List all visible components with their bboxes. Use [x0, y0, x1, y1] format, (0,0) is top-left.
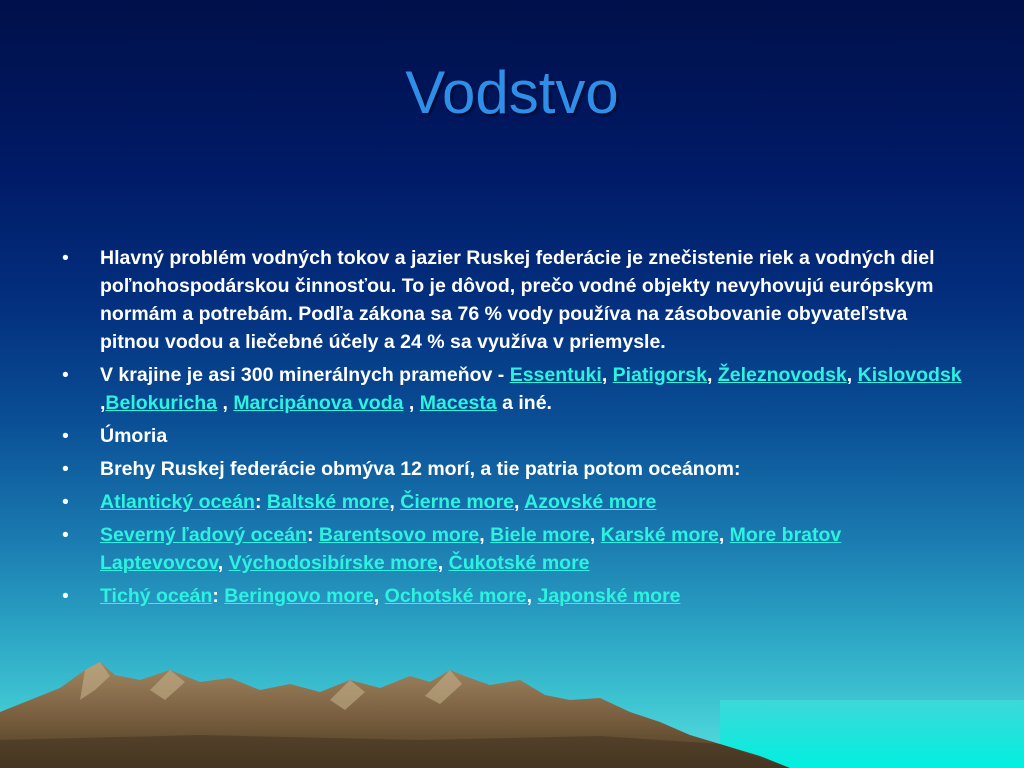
bullet-marker: • [62, 585, 69, 607]
link-piatigorsk[interactable]: Piatigorsk [612, 364, 707, 386]
link-atlanticky-ocean[interactable]: Atlantický oceán [100, 491, 255, 513]
bullet-marker: • [62, 524, 69, 546]
atlantic-ocean-item: Atlantický oceán: Baltské more, Čierne more, Azovské more [100, 491, 657, 513]
link-azovske-more[interactable]: Azovské more [524, 491, 657, 513]
list-item [62, 521, 962, 577]
pacific-ocean-item: Tichý oceán: Beringovo more, Ochotské more, Japonské more [100, 585, 681, 607]
link-beringovo-more[interactable]: Beringovo more [224, 585, 374, 607]
link-cierne-more[interactable]: Čierne more [400, 491, 515, 513]
link-cukotske-more[interactable]: Čukotské more [448, 552, 590, 574]
umoria-text: Úmoria [100, 425, 168, 447]
list-item [62, 244, 962, 356]
link-more-bratov-laptevovcov[interactable]: More bratov Laptevovcov [100, 524, 842, 574]
list-item [62, 488, 962, 516]
mineral-springs-text: V krajine je asi 300 minerálnych prameňov - Essentuki, Piatigorsk, Železnovodsk, Kislovodsk ,Belokuricha , Marcipánova voda , Macesta a iné. [100, 364, 962, 414]
link-tichy-ocean[interactable]: Tichý oceán [100, 585, 213, 607]
link-belokuricha[interactable]: Belokuricha [105, 392, 218, 414]
link-karske-more[interactable]: Karské more [600, 524, 719, 546]
arctic-ocean-item: Severný ľadový oceán: Barentsovo more, Biele more, Karské more, More bratov Laptevovcov, Východosibírske more, Čukotské more [100, 524, 842, 574]
link-severny-ladovy-ocean[interactable]: Severný ľadový oceán [100, 524, 307, 546]
list-item [62, 582, 962, 610]
link-essentuki[interactable]: Essentuki [509, 364, 602, 386]
bullet-marker: • [62, 364, 69, 386]
springs-intro: V krajine je asi 300 minerálnych prameňov - [100, 364, 510, 386]
bullet-marker: • [62, 425, 69, 447]
link-zeleznovodsk[interactable]: Železnovodsk [717, 364, 847, 386]
slide-title: Vodstvo [405, 59, 619, 126]
water-pollution-text: Hlavný problém vodných tokov a jazier Ruskej federácie je znečistenie riek a vodných diel poľnohospodárskou činnosťou. To je dôvod, prečo vodné objekty nevyhovujú európskym normám a potrebám. Podľa zákona sa 76 % vody používa na zásobovanie obyvateľstva pitnou vodou a liečebné účely a 24 % sa využíva v priemysle. [100, 247, 935, 353]
link-baltske-more[interactable]: Baltské more [266, 491, 390, 513]
bullet-marker: • [62, 458, 69, 480]
link-macesta[interactable]: Macesta [419, 392, 497, 414]
link-barentsovo-more[interactable]: Barentsovo more [318, 524, 480, 546]
link-vychosibirske-more[interactable]: Východosibírske more [228, 552, 438, 574]
mountain-landscape [0, 640, 1024, 768]
link-biele-more[interactable]: Biele more [490, 524, 590, 546]
list-item [62, 455, 962, 483]
list-item [62, 361, 962, 417]
list-item [62, 422, 962, 450]
seas-intro-text: Brehy Ruskej federácie obmýva 12 morí, a tie patria potom oceánom: [100, 458, 741, 480]
link-marcipanova-voda[interactable]: Marcipánova voda [233, 392, 404, 414]
link-kislovodsk[interactable]: Kislovodsk [857, 364, 962, 386]
bullet-marker: • [62, 247, 69, 269]
bullet-list [62, 244, 962, 615]
springs-outro: a iné. [496, 392, 552, 414]
link-ochotske-more[interactable]: Ochotské more [384, 585, 527, 607]
bullet-marker: • [62, 491, 69, 513]
link-japonske-more[interactable]: Japonské more [537, 585, 681, 607]
